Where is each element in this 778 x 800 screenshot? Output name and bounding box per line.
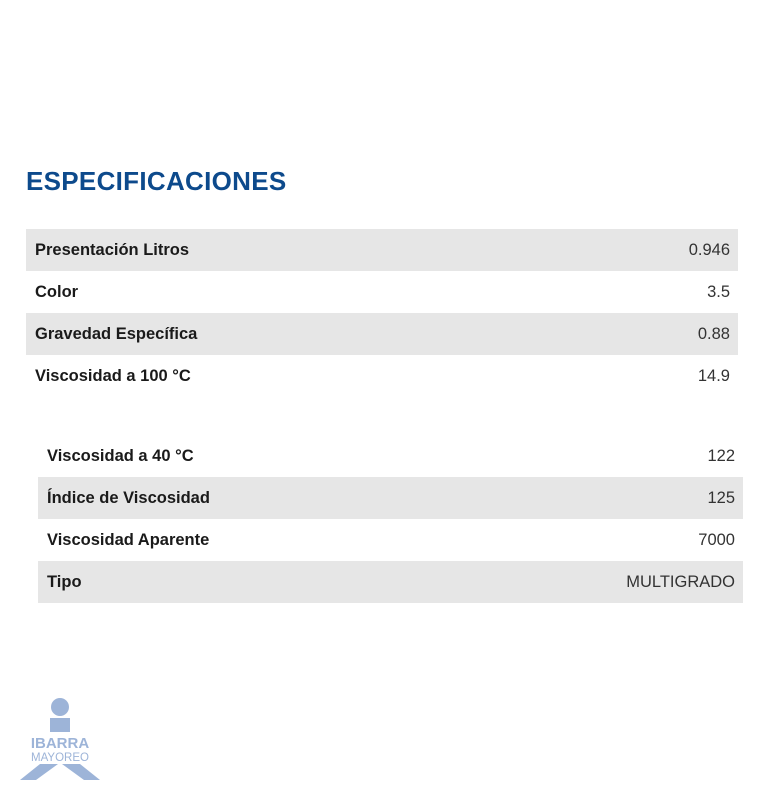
row-label: Índice de Viscosidad — [47, 488, 210, 507]
svg-text:MAYOREO: MAYOREO — [31, 752, 89, 764]
row-label: Tipo — [47, 572, 82, 591]
row-value: 122 — [707, 446, 735, 465]
table-row — [26, 271, 738, 313]
table-row — [26, 229, 738, 271]
specs-table-2 — [38, 435, 743, 603]
row-value: MULTIGRADO — [626, 572, 735, 591]
row-value: 14.9 — [697, 366, 730, 385]
row-label: Viscosidad Aparente — [47, 530, 210, 549]
table-row — [38, 519, 743, 561]
row-label: Color — [35, 282, 79, 301]
row-value: 3.5 — [707, 282, 730, 301]
row-label: Gravedad Específica — [35, 324, 198, 343]
table-row — [26, 313, 738, 355]
ibarra-mayoreo-logo — [18, 696, 102, 782]
row-value: 125 — [707, 488, 735, 507]
table-row — [38, 477, 743, 519]
svg-text:IBARRA: IBARRA — [30, 735, 90, 752]
row-value: 7000 — [698, 530, 735, 549]
row-value: 0.946 — [688, 240, 730, 259]
row-label: Presentación Litros — [35, 240, 190, 259]
table-row — [38, 561, 743, 603]
row-label: Viscosidad a 40 °C — [47, 446, 194, 465]
row-label: Viscosidad a 100 °C — [35, 366, 191, 385]
page-title: ESPECIFICACIONES — [26, 166, 287, 196]
table-row — [38, 435, 743, 477]
row-value: 0.88 — [697, 324, 730, 343]
specs-table-1 — [26, 229, 738, 397]
table-row — [26, 355, 738, 397]
